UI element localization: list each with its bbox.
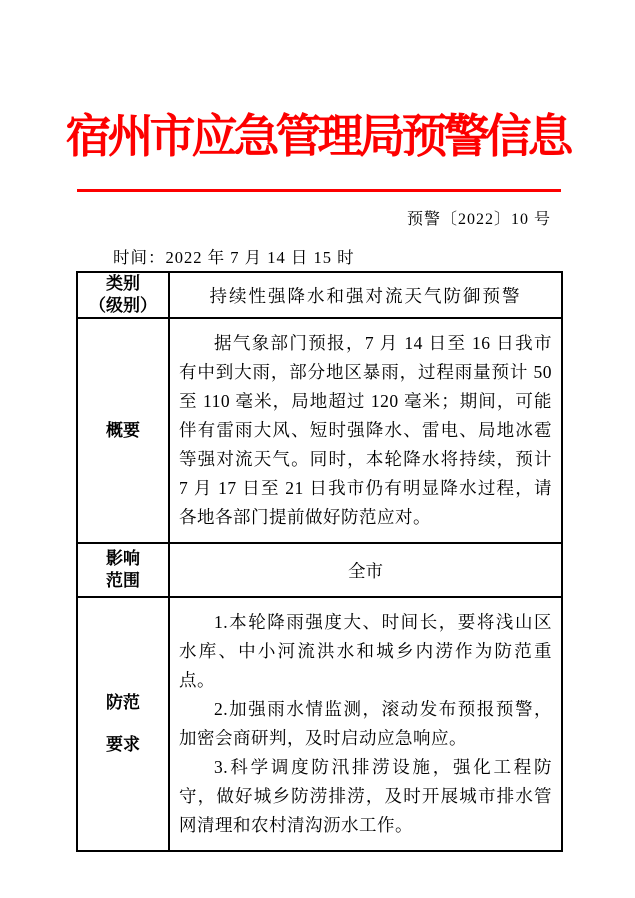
row-label-summary (77, 318, 169, 543)
measures-value (169, 597, 562, 851)
label-line: 防范 (106, 693, 140, 712)
label-line: 影响 (106, 549, 140, 568)
table-row-category (77, 272, 562, 318)
label-line: 要求 (106, 735, 140, 754)
label-line: 范围 (106, 571, 140, 590)
row-label-measures (77, 597, 169, 851)
measure-item: 3.科学调度防汛排涝设施，强化工程防守，做好城乡防涝排涝，及时开展城市排水管网清理和农村清沟沥水工作。 (179, 757, 552, 835)
title-divider-rule (77, 189, 561, 192)
summary-paragraph: 据气象部门预报，7 月 14 日至 16 日我市有中到大雨，部分地区暴雨，过程雨量预计 50 至 110 毫米，局地超过 120 毫米；期间，可能伴有雷雨大风、短时强降水、雷电、局地冰雹等强对流天气。同时，本轮降水将持续，预计 7 月 17 日至 21 日我市仍有明显降水过程，请各地各部门提前做好防范应对。 (179, 333, 552, 527)
category-value: 持续性强降水和强对流天气防御预警 (169, 272, 562, 318)
label-line: 概要 (106, 420, 140, 440)
scope-value: 全市 (169, 543, 562, 597)
warning-info-table (76, 271, 563, 852)
label-line: （级别） (89, 296, 157, 315)
table-row-summary (77, 318, 562, 543)
issue-time: 时间：2022 年 7 月 14 日 15 时 (113, 248, 355, 267)
page-title: 宿州市应急管理局预警信息 (65, 111, 570, 162)
measure-item: 1.本轮降雨强度大、时间长，要将浅山区水库、中小河流洪水和城乡内涝作为防范重点。 (179, 612, 552, 690)
row-label-scope (77, 543, 169, 597)
table-row-scope (77, 543, 562, 597)
label-line: 类别 (106, 274, 140, 293)
table-row-measures (77, 597, 562, 851)
row-label-category (77, 272, 169, 318)
measure-item: 2.加强雨水情监测，滚动发布预报预警，加密会商研判，及时启动应急响应。 (179, 699, 552, 748)
doc-number: 预警〔2022〕10 号 (406, 211, 551, 228)
summary-value (169, 318, 562, 543)
